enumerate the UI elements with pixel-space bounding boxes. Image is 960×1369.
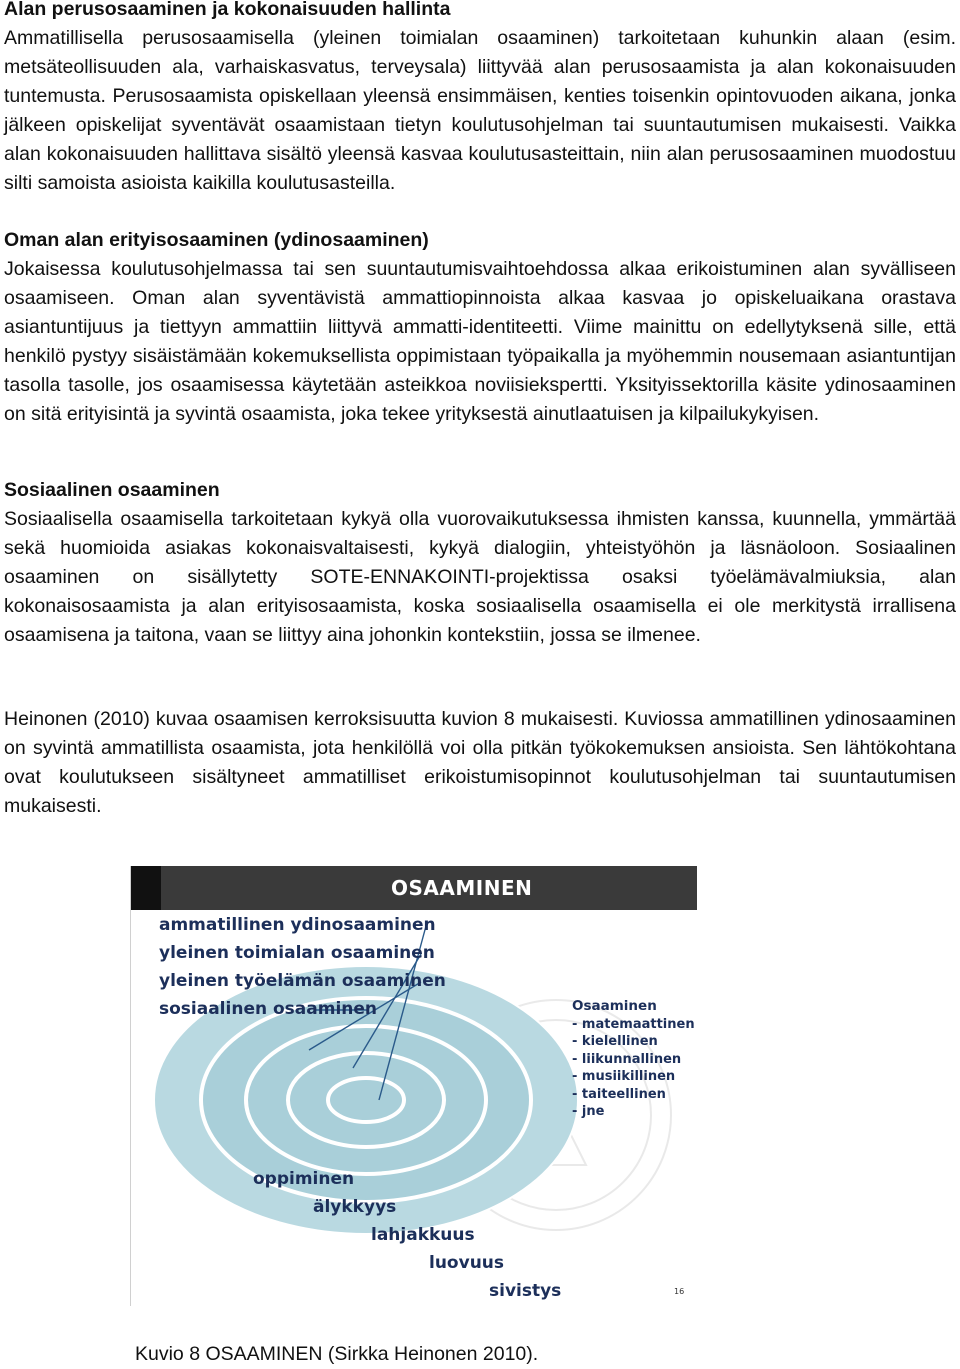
section-text-erityisosaaminen: Jokaisessa koulutusohjelmassa tai sen suuntautumisvaihtoehdossa alkaa erikoistuminen alan syvälliseen osaamiseen. Oman alan syventävistä ammattiopinnoista alkaa kasvaa jo opiskeluaikana orastava asiantuntijuus ja tiettyyn ammattiin liittyvä ammatti-identiteetti. Viime mainittu on edellytyksenä sille, että henkilö pystyy sisäistämään kokemuksellista oppimistaan työpaikalla ja myöhemmin nousemaan asiantuntijan tasolla tasolle, jos osaamisessa käytetään asteikkoa noviisiekspertti. Yksityissektorilla käsite ydinosaaminen on sitä erityisintä ja syvintä osaamista, joka tekee yrityksestä ainutlaatuisen ja kilpailukykyisen. xyxy=(4,258,956,425)
label-toimialan-osaaminen: yleinen toimialan osaaminen xyxy=(159,943,435,963)
legend-item: - taiteellinen xyxy=(572,1086,666,1102)
figure-title-bar xyxy=(131,866,697,910)
legend-item: - matemaattinen xyxy=(572,1016,695,1032)
label-oppiminen: oppiminen xyxy=(253,1169,355,1189)
section-heading-perusosaaminen: Alan perusosaaminen ja kokonaisuuden hallinta xyxy=(4,0,451,20)
figure-title: OSAAMINEN xyxy=(391,876,533,900)
label-luovuus: luovuus xyxy=(429,1253,505,1273)
section-text-perusosaaminen: Ammatillisella perusosaamisella (yleinen toimialan osaaminen) tarkoitetaan kuhunkin alaan (esim. metsäteollisuuden ala, varhaiskasvatus, terveysala) liittyvää alan perusosaamista ja alan kokonaisuuden tuntemusta. Perusosaamista opiskellaan yleensä ensimmäisen, kenties toisenkin opintovuoden aikana, jonka jälkeen opiskelijat syventävät osaamistaan tietyn koulutusohjelman tai suuntautumisen mukaisesti. Vaikka alan kokonaisuuden hallittava sisältö yleensä kasvaa koulutusasteittain, niin alan perusosaaminen muodostuu silti samoista asioista kaikilla koulutusasteilla. xyxy=(4,27,956,194)
section-text-heinonen: Heinonen (2010) kuvaa osaamisen kerroksisuutta kuvion 8 mukaisesti. Kuviossa ammatillinen ydinosaaminen on syvintä ammatillista osaamista, jota henkilöllä voi olla pitkän työkokemuksen ansioista. Sen lähtökohtana ovat koulutukseen sisältyneet ammatilliset erikoistumisopinnot koulutusohjelman tai suuntautumisen mukaisesti. xyxy=(4,708,956,817)
label-sivistys: sivistys xyxy=(489,1281,562,1301)
ring-core xyxy=(328,1078,404,1122)
figure-body xyxy=(131,910,697,1306)
figure-legend xyxy=(572,998,695,1121)
legend-item: - jne xyxy=(572,1104,605,1119)
label-ydinosaaminen: ammatillinen ydinosaaminen xyxy=(159,915,436,935)
legend-title: Osaaminen xyxy=(572,998,657,1014)
section-text-sosiaalinen: Sosiaalisella osaamisella tarkoitetaan kykyä olla vuorovaikutuksessa ihmisten kanssa, kuunnella, ymmärtää sekä huomioida asiakas kokonaisvaltaisesti, kykyä dialogiin, yhteistyöhön ja läsnäoloon. Sosiaalinen osaaminen on sisällytetty SOTE-ENNAKOINTI-projektissa osaksi työelämävalmiuksia, alan kokonaisosaamista ja alan erityisosaamista, koska sosiaalisella osaamisella ei ole merkitystä irrallisena osaamisena ja taitona, vaan se liittyy aina johonkin kontekstiin, jossa se ilmenee. xyxy=(4,508,956,646)
label-lahjakkuus: lahjakkuus xyxy=(371,1225,475,1245)
section-heading-sosiaalinen: Sosiaalinen osaaminen xyxy=(4,479,220,501)
section-heading-erityisosaaminen: Oman alan erityisosaaminen (ydinosaaminen) xyxy=(4,229,429,251)
label-sosiaalinen-osaaminen: sosiaalinen osaaminen xyxy=(159,999,378,1019)
figure-page-number: 16 xyxy=(674,1287,685,1296)
legend-item: - kielellinen xyxy=(572,1034,658,1049)
label-alykkyys: älykkyys xyxy=(313,1197,397,1217)
legend-item: - musiikillinen xyxy=(572,1069,676,1084)
figure-osaaminen xyxy=(130,866,697,1306)
label-tyoelaman-osaaminen: yleinen työelämän osaaminen xyxy=(159,971,446,991)
figure-caption: Kuvio 8 OSAAMINEN (Sirkka Heinonen 2010). xyxy=(135,1343,539,1365)
legend-item: - liikunnallinen xyxy=(572,1051,682,1067)
